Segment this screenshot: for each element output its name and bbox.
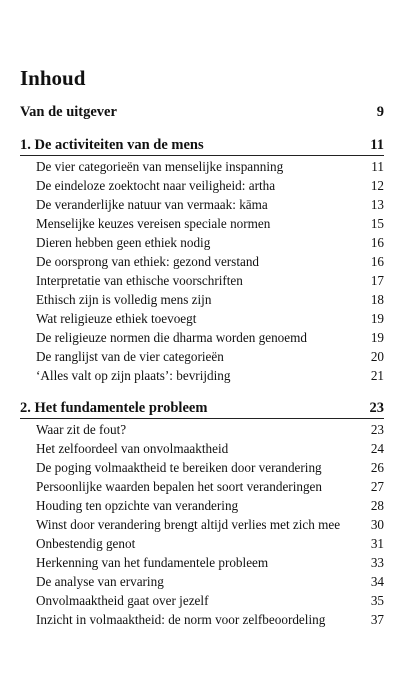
- toc-entry-title: De veranderlijke natuur van vermaak: kāma: [36, 197, 268, 212]
- toc-entry[interactable]: [20, 347, 384, 366]
- toc-entry-page: 16: [370, 254, 384, 269]
- chapter-divider: [20, 418, 384, 419]
- toc-entry-title: Ethisch zijn is volledig mens zijn: [36, 292, 212, 307]
- toc-entry-title: De oorsprong van ethiek: gezond verstand: [36, 254, 260, 269]
- toc-entry-page: 15: [370, 216, 384, 231]
- front-matter-title: Van de uitgever: [20, 104, 117, 120]
- chapter-row[interactable]: [20, 136, 384, 155]
- toc-entry-title: Onbestendig genot: [36, 536, 136, 551]
- toc-entry-page: 19: [370, 311, 384, 326]
- page-title: Inhoud: [20, 66, 86, 90]
- toc-entry-title: Interpretatie van ethische voorschriften: [36, 273, 243, 288]
- toc-entry[interactable]: [20, 477, 384, 496]
- toc-entry[interactable]: [20, 252, 384, 271]
- toc-entry[interactable]: [20, 610, 384, 629]
- chapter-title: 1. De activiteiten van de mens: [20, 137, 204, 153]
- toc-entry[interactable]: [20, 176, 384, 195]
- toc-entry-title: De eindeloze zoektocht naar veiligheid: artha: [36, 178, 276, 193]
- toc-entry-page: 21: [370, 368, 384, 383]
- toc-entry-page: 30: [370, 517, 384, 532]
- toc-entry-page: 16: [370, 235, 384, 250]
- table-of-contents: [20, 103, 384, 629]
- toc-entry-page: 13: [370, 197, 384, 212]
- toc-entry-page: 34: [370, 574, 384, 589]
- toc-entry[interactable]: [20, 496, 384, 515]
- toc-entry[interactable]: [20, 591, 384, 610]
- toc-entry-title: Waar zit de fout?: [36, 422, 127, 437]
- chapter-row[interactable]: [20, 399, 384, 418]
- toc-entry-page: 11: [371, 159, 384, 174]
- chapter-page: 11: [370, 137, 384, 153]
- toc-entry-page: 37: [370, 612, 384, 627]
- toc-entry-page: 20: [370, 349, 384, 364]
- toc-entry-title: Houding ten opzichte van verandering: [36, 498, 239, 513]
- toc-entry-page: 24: [370, 441, 384, 456]
- toc-entry-title: ‘Alles valt op zijn plaats’: bevrijding: [36, 368, 231, 383]
- toc-entry-title: De vier categorieën van menselijke inspanning: [36, 159, 284, 174]
- toc-entry[interactable]: [20, 515, 384, 534]
- toc-entry[interactable]: [20, 214, 384, 233]
- toc-entry[interactable]: [20, 420, 384, 439]
- chapter-title: 2. Het fundamentele probleem: [20, 400, 208, 416]
- toc-entry-page: 27: [370, 479, 384, 494]
- front-matter-row[interactable]: [20, 103, 384, 122]
- toc-entry-page: 33: [370, 555, 384, 570]
- toc-entry-title: Winst door verandering brengt altijd verlies met zich mee: [36, 517, 341, 532]
- toc-entry-page: 19: [370, 330, 384, 345]
- toc-entry[interactable]: [20, 233, 384, 252]
- toc-entry-page: 23: [370, 422, 384, 437]
- toc-entry[interactable]: [20, 328, 384, 347]
- toc-entry[interactable]: [20, 195, 384, 214]
- toc-entry-page: 12: [370, 178, 384, 193]
- toc-entry-title: Herkenning van het fundamentele probleem: [36, 555, 269, 570]
- toc-entry-title: De analyse van ervaring: [36, 574, 164, 589]
- toc-entry[interactable]: [20, 290, 384, 309]
- toc-entry[interactable]: [20, 366, 384, 385]
- toc-entry-title: De religieuze normen die dharma worden genoemd: [36, 330, 307, 345]
- toc-entry-title: Wat religieuze ethiek toevoegt: [36, 311, 197, 326]
- toc-entry[interactable]: [20, 458, 384, 477]
- toc-entry-title: Het zelfoordeel van onvolmaaktheid: [36, 441, 229, 456]
- toc-entry[interactable]: [20, 271, 384, 290]
- toc-entry-title: Inzicht in volmaaktheid: de norm voor zelfbeoordeling: [36, 612, 326, 627]
- toc-entry[interactable]: [20, 309, 384, 328]
- toc-entry-page: 35: [370, 593, 384, 608]
- chapter-divider: [20, 155, 384, 156]
- toc-entry-page: 31: [370, 536, 384, 551]
- front-matter-page: 9: [376, 104, 384, 120]
- toc-entry[interactable]: [20, 534, 384, 553]
- toc-entry-title: Persoonlijke waarden bepalen het soort veranderingen: [36, 479, 322, 494]
- toc-entry-page: 17: [370, 273, 384, 288]
- toc-entry-title: Menselijke keuzes vereisen speciale normen: [36, 216, 271, 231]
- toc-entry-title: De poging volmaaktheid te bereiken door verandering: [36, 460, 322, 475]
- toc-entry-title: Onvolmaaktheid gaat over jezelf: [36, 593, 209, 608]
- toc-entry-title: De ranglijst van de vier categorieën: [36, 349, 224, 364]
- toc-entry-title: Dieren hebben geen ethiek nodig: [36, 235, 211, 250]
- toc-entry[interactable]: [20, 157, 384, 176]
- toc-entry[interactable]: [20, 553, 384, 572]
- chapter-page: 23: [369, 400, 384, 416]
- toc-entry-page: 28: [370, 498, 384, 513]
- toc-entry[interactable]: [20, 572, 384, 591]
- toc-entry-page: 26: [370, 460, 384, 475]
- toc-entry[interactable]: [20, 439, 384, 458]
- toc-entry-page: 18: [370, 292, 384, 307]
